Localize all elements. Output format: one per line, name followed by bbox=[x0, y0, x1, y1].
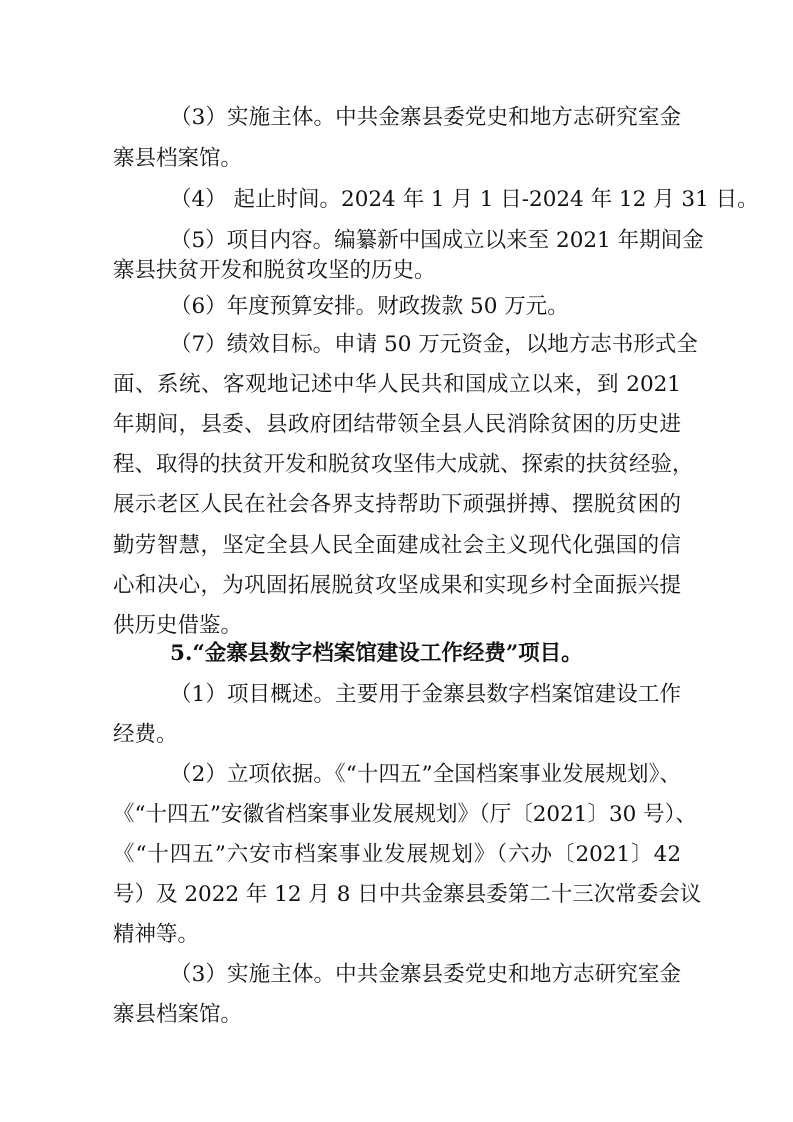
paragraph-line: （5）项目内容。编纂新中国成立以来至 2021 年期间金 bbox=[170, 228, 704, 253]
paragraph-line: 《“十四五”六安市档案事业发展规划》（六办〔2021〕42 bbox=[113, 842, 681, 867]
paragraph-line: 展示老区人民在社会各界支持帮助下顽强拼搏、摆脱贫困的 bbox=[113, 492, 681, 517]
paragraph-line: （2）立项依据。《“十四五”全国档案事业发展规划》、 bbox=[170, 762, 681, 787]
paragraph-line: 精神等。 bbox=[113, 922, 200, 947]
paragraph-line: 《“十四五”安徽省档案事业发展规划》（厅〔2021〕30 号）、 bbox=[113, 802, 697, 827]
paragraph-line: 经费。 bbox=[113, 722, 178, 747]
paragraph-line: 寨县扶贫开发和脱贫攻坚的历史。 bbox=[113, 258, 436, 283]
section-heading: 5.“金寨县数字档案馆建设工作经费”项目。 bbox=[170, 641, 583, 666]
paragraph-line: 寨县档案馆。 bbox=[113, 146, 243, 171]
paragraph-line: （1）项目概述。主要用于金寨县数字档案馆建设工作 bbox=[170, 682, 681, 707]
paragraph-line: （3）实施主体。中共金寨县委党史和地方志研究室金 bbox=[170, 105, 681, 130]
paragraph-line: （6）年度预算安排。财政拨款 50 万元。 bbox=[170, 294, 569, 319]
paragraph-line: 心和决心，为巩固拓展脱贫攻坚成果和实现乡村全面振兴提 bbox=[113, 573, 681, 598]
paragraph-line: 程、取得的扶贫开发和脱贫攻坚伟大成就、探索的扶贫经验， bbox=[113, 452, 694, 477]
paragraph-line: 号）及 2022 年 12 月 8 日中共金寨县委第二十三次常委会议 bbox=[113, 882, 702, 907]
paragraph-line: （3）实施主体。中共金寨县委党史和地方志研究室金 bbox=[170, 962, 681, 987]
paragraph-line: 勤劳智慧，坚定全县人民全面建成社会主义现代化强国的信 bbox=[113, 533, 681, 558]
paragraph-line: 年期间，县委、县政府团结带领全县人民消除贫困的历史进 bbox=[113, 412, 681, 437]
paragraph-line: （4） 起止时间。2024 年 1 月 1 日-2024 年 12 月 31 日。 bbox=[170, 187, 759, 212]
paragraph-line: 寨县档案馆。 bbox=[113, 1002, 243, 1027]
paragraph-line: （7）绩效目标。申请 50 万元资金，以地方志书形式全 bbox=[170, 332, 698, 357]
paragraph-line: 面、系统、客观地记述中华人民共和国成立以来，到 2021 bbox=[113, 372, 681, 397]
paragraph-line: 供历史借鉴。 bbox=[113, 613, 243, 638]
